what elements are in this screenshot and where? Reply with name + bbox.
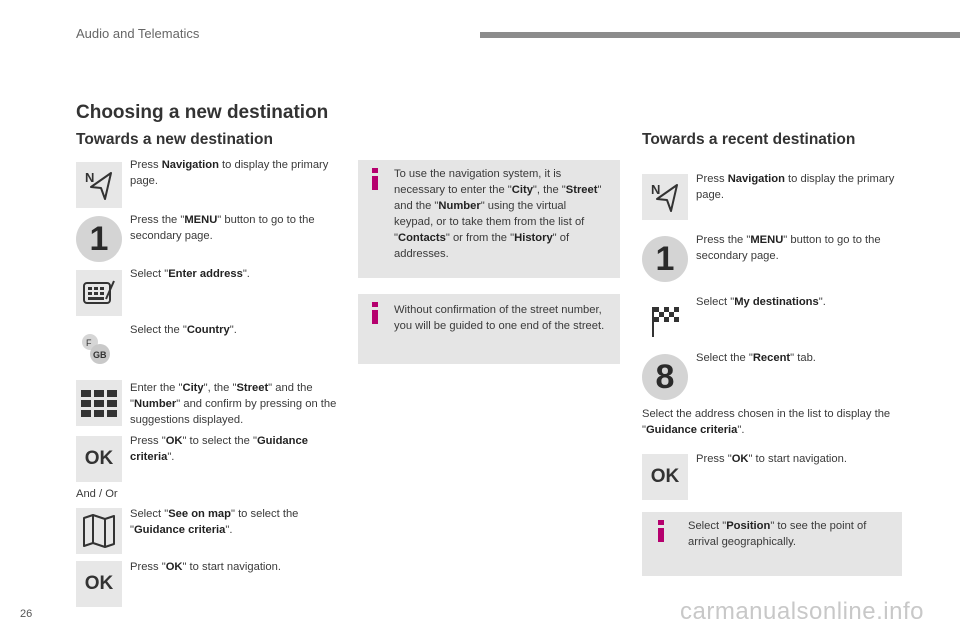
info-box-3 <box>642 512 902 576</box>
watermark: carmanualsonline.info <box>680 598 924 625</box>
left-step-4: Select the "Country". <box>130 324 237 336</box>
left-step-3: Select "Enter address". <box>130 268 250 280</box>
section-title: Audio and Telematics <box>76 26 200 41</box>
right-heading: Towards a recent destination <box>642 131 856 148</box>
left-step-8: Press "OK" to start navigation. <box>130 561 281 573</box>
nav-letter: N <box>85 170 95 185</box>
left-step-7: Select "See on map" to select the "Guidance criteria". <box>130 508 299 536</box>
info-box-2 <box>358 294 620 364</box>
right-step-1: Press Navigation to display the primary page. <box>696 173 895 201</box>
and-or-label: And / Or <box>76 488 118 500</box>
map-icon <box>76 508 122 554</box>
nav-letter: N <box>651 182 661 197</box>
left-step-1: Press Navigation to display the primary page. <box>130 159 329 187</box>
step-badge-1: 1 <box>76 216 122 262</box>
navigation-icon <box>76 162 122 208</box>
flag-f: F <box>86 338 92 348</box>
right-step-6: Press "OK" to start navigation. <box>696 453 847 465</box>
info-text-1: To use the navigation system, it is necessary to enter the "City", the "Street" and the "Number" using the virtual keypad, or to take them from the list of "Contacts" or from the "History" of addresses. <box>394 168 602 260</box>
keypad-icon <box>76 380 122 426</box>
left-step-5: Enter the "City", the "Street" and the "Number" and confirm by pressing on the suggestions displayed. <box>130 382 337 426</box>
right-step-3: Select "My destinations". <box>696 296 826 308</box>
step-badge-8: 8 <box>642 354 688 400</box>
ok-button-icon: OK <box>642 454 688 500</box>
country-flag-icon <box>76 326 122 372</box>
info-icon <box>370 302 380 324</box>
step-badge-1: 1 <box>642 236 688 282</box>
info-text-3: Select "Position" to see the point of arrival geographically. <box>688 520 867 548</box>
ok-button-icon-2: OK <box>76 561 122 607</box>
keyboard-icon <box>76 270 122 316</box>
right-step-2: Press the "MENU" button to go to the secondary page. <box>696 234 881 262</box>
right-step-4: Select the "Recent" tab. <box>696 352 816 364</box>
flag-gb: GB <box>93 350 107 360</box>
left-heading: Towards a new destination <box>76 131 273 148</box>
left-step-2: Press the "MENU" button to go to the secondary page. <box>130 214 315 242</box>
info-icon <box>656 520 666 542</box>
page-number: 26 <box>20 608 33 620</box>
info-icon <box>370 168 380 190</box>
header-bar <box>480 32 960 38</box>
navigation-icon <box>642 174 688 220</box>
info-text-2: Without confirmation of the street number, you will be guided to one end of the street. <box>394 304 605 332</box>
left-step-6: Press "OK" to select the "Guidance criteria". <box>130 435 308 463</box>
info-box-1 <box>358 160 620 278</box>
ok-button-icon: OK <box>76 436 122 482</box>
checkered-flag-icon <box>642 298 688 344</box>
right-step-5: Select the address chosen in the list to display the "Guidance criteria". <box>642 408 891 436</box>
page-title: Choosing a new destination <box>76 102 329 123</box>
